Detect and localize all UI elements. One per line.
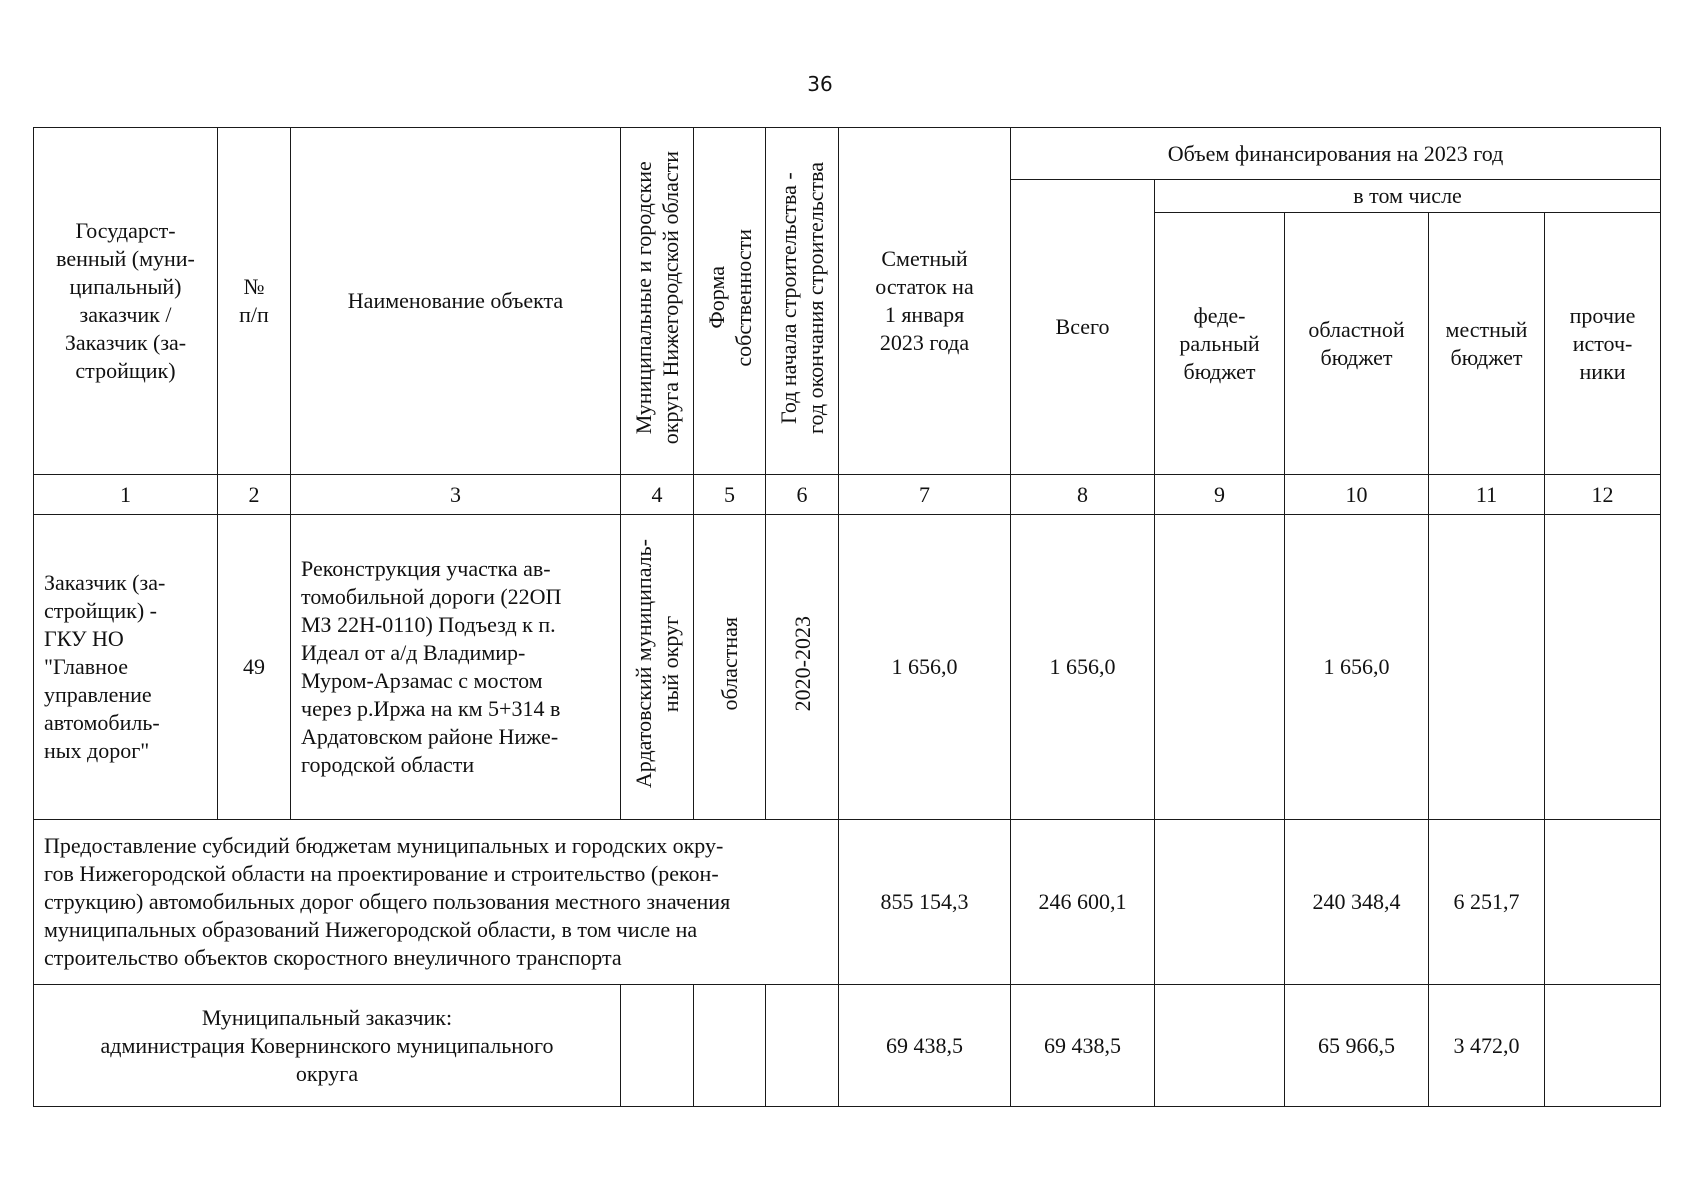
column-number: 1: [34, 475, 218, 515]
subsidy-total: 246 600,1: [1011, 820, 1155, 985]
subsidy-text: Предоставление субсидий бюджетам муниципальных и городских окру- гов Нижегородской области на проектирование и строительство (рекон- струкцию) автомобильных дорог общего пользования местного значения муниципальных образований Нижегородской области, в том числе на строительство объектов скоростного внеуличного транспорта: [34, 820, 839, 985]
header-row-1: [34, 128, 1661, 180]
row-49-object-name: Реконструкция участка ав- томобильной дороги (22ОП МЗ 22Н-0110) Подъезд к п. Идеал от а/д Владимир- Муром-Арзамас с мостом через р.Иржа на км 5+314 в Ардатовском районе Ниже- городской области: [291, 515, 621, 820]
column-number: 5: [694, 475, 766, 515]
municipal-empty-4: [621, 985, 694, 1107]
row-49-municipality: [621, 515, 694, 820]
municipal-estimate: 69 438,5: [839, 985, 1011, 1107]
header-municipality-label: Муниципальные и городские округа Нижегородской области: [631, 150, 683, 445]
row-49-ownership-label: областная: [717, 616, 742, 711]
header-including: в том числе: [1155, 180, 1661, 213]
row-49-ownership: [694, 515, 766, 820]
municipal-customer-row: [34, 985, 1661, 1107]
municipal-empty-5: [694, 985, 766, 1107]
subsidy-federal: [1155, 820, 1285, 985]
subsidy-estimate: 855 154,3: [839, 820, 1011, 985]
header-years-label: Год начала строительства - год окончания строительства: [776, 161, 828, 434]
column-number: 11: [1429, 475, 1545, 515]
municipal-regional: 65 966,5: [1285, 985, 1429, 1107]
subsidy-row: [34, 820, 1661, 985]
municipal-local: 3 472,0: [1429, 985, 1545, 1107]
column-number: 3: [291, 475, 621, 515]
header-estimate: Сметный остаток на 1 января 2023 года: [839, 128, 1011, 475]
row-49-local: [1429, 515, 1545, 820]
municipal-other: [1545, 985, 1661, 1107]
header-other: прочие источ- ники: [1545, 213, 1661, 475]
row-49-estimate: 1 656,0: [839, 515, 1011, 820]
row-49-other: [1545, 515, 1661, 820]
municipal-total: 69 438,5: [1011, 985, 1155, 1107]
municipal-empty-6: [766, 985, 839, 1107]
header-customer: Государст- венный (муни- ципальный) заказчик / Заказчик (за- стройщик): [34, 128, 218, 475]
row-49-years-label: 2020-2023: [789, 615, 815, 712]
row-49-municipality-label: Ардатовский муниципаль- ный округ: [631, 538, 683, 789]
page-number: 36: [807, 72, 833, 96]
subsidy-other: [1545, 820, 1661, 985]
row-49-years: [766, 515, 839, 820]
column-number: 4: [621, 475, 694, 515]
municipal-federal: [1155, 985, 1285, 1107]
column-number: 9: [1155, 475, 1285, 515]
header-local: местный бюджет: [1429, 213, 1545, 475]
header-total: Всего: [1011, 180, 1155, 475]
header-ownership: [694, 128, 766, 475]
header-financing: Объем финансирования на 2023 год: [1011, 128, 1661, 180]
header-num: № п/п: [218, 128, 291, 475]
subsidy-local: 6 251,7: [1429, 820, 1545, 985]
header-ownership-label: Форма собственности: [703, 228, 756, 367]
header-regional: областной бюджет: [1285, 213, 1429, 475]
column-number: 2: [218, 475, 291, 515]
column-number: 10: [1285, 475, 1429, 515]
column-number: 8: [1011, 475, 1155, 515]
row-49-regional: 1 656,0: [1285, 515, 1429, 820]
object-row-49: [34, 515, 1661, 820]
column-number: 6: [766, 475, 839, 515]
row-49-num: 49: [218, 515, 291, 820]
header-object-name: Наименование объекта: [291, 128, 621, 475]
row-49-customer: Заказчик (за- стройщик) - ГКУ НО "Главное управление автомобиль- ных дорог": [34, 515, 218, 820]
municipal-customer-text: Муниципальный заказчик: администрация Ковернинского муниципального округа: [34, 985, 621, 1107]
column-numbers-row: [34, 475, 1661, 515]
header-years: [766, 128, 839, 475]
column-number: 7: [839, 475, 1011, 515]
header-federal: феде- ральный бюджет: [1155, 213, 1285, 475]
row-49-total: 1 656,0: [1011, 515, 1155, 820]
column-number: 12: [1545, 475, 1661, 515]
financing-table: [33, 127, 1661, 1107]
header-municipality: [621, 128, 694, 475]
subsidy-regional: 240 348,4: [1285, 820, 1429, 985]
row-49-federal: [1155, 515, 1285, 820]
